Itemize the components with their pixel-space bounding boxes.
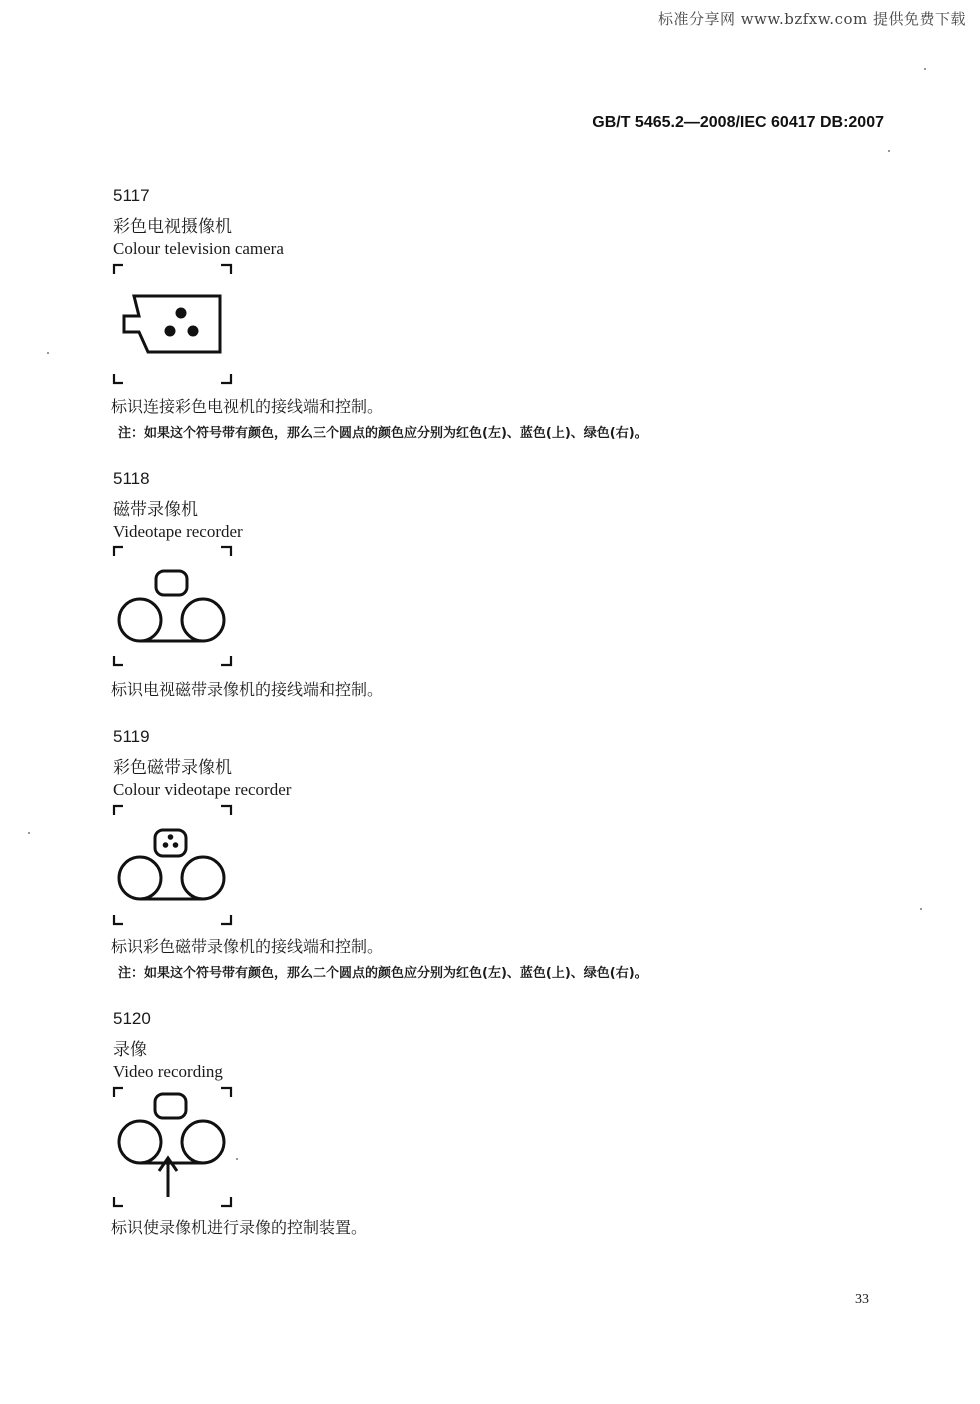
colour-television-camera-symbol xyxy=(111,262,236,387)
entry-description: 标识彩色磁带录像机的接线端和控制。 xyxy=(111,937,384,956)
colour-videotape-recorder-symbol xyxy=(111,803,236,928)
entry-number: 5120 xyxy=(113,1009,151,1028)
entry-title-zh: 录像 xyxy=(113,1040,147,1060)
entry-number: 5118 xyxy=(113,469,150,488)
scan-speck xyxy=(47,352,49,354)
entry-description: 标识使录像机进行录像的控制装置。 xyxy=(111,1218,368,1237)
standard-code-header: GB/T 5465.2—2008/IEC 60417 DB:2007 xyxy=(592,114,884,131)
scan-speck xyxy=(236,1158,238,1160)
entry-title-en: Colour videotape recorder xyxy=(113,780,292,799)
videotape-recorder-symbol xyxy=(111,544,236,669)
entry-note: 注：如果这个符号带有颜色，那么三个圆点的颜色应分别为红色(左)、蓝色(上)、绿色(右)。 xyxy=(118,426,648,441)
entry-title-zh: 彩色磁带录像机 xyxy=(113,758,232,778)
entry-note: 注：如果这个符号带有颜色，那么二个圆点的颜色应分别为红色(左)、蓝色(上)、绿色(右)。 xyxy=(118,966,648,981)
entry-description: 标识连接彩色电视机的接线端和控制。 xyxy=(111,397,384,416)
watermark-text: 标准分享网 www.bzfxw.com 提供免费下载 xyxy=(657,10,966,28)
entry-title-zh: 彩色电视摄像机 xyxy=(113,217,232,237)
page-number: 33 xyxy=(855,1292,869,1307)
scan-speck xyxy=(888,150,890,152)
entry-number: 5119 xyxy=(113,727,150,746)
entry-title-en: Colour television camera xyxy=(113,239,284,258)
scan-speck xyxy=(28,832,30,834)
scan-speck xyxy=(924,68,926,70)
scan-speck xyxy=(920,908,922,910)
entry-description: 标识电视磁带录像机的接线端和控制。 xyxy=(111,680,384,699)
entry-title-zh: 磁带录像机 xyxy=(113,500,198,520)
video-recording-symbol xyxy=(111,1085,236,1210)
entry-title-en: Video recording xyxy=(113,1062,223,1081)
entry-title-en: Videotape recorder xyxy=(113,522,243,541)
entry-number: 5117 xyxy=(113,186,150,205)
